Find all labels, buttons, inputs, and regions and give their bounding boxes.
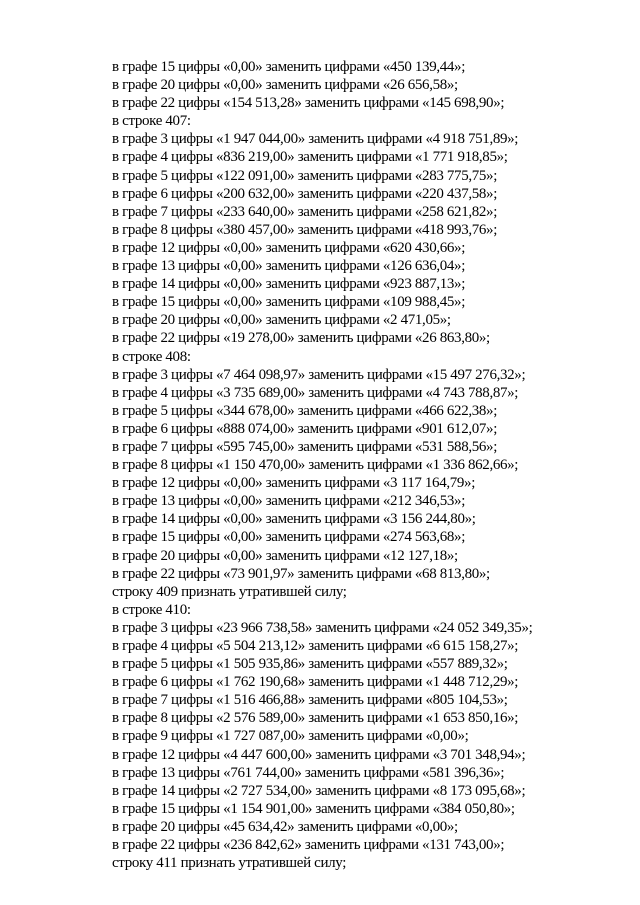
text-line: в графе 9 цифры «1 727 087,00» заменить цифрами «0,00»; [112,728,469,745]
text-line: строку 411 признать утратившей силу; [112,855,347,872]
section-heading-line: в строке 408: [112,348,191,365]
text-line: в графе 20 цифры «0,00» заменить цифрами «12 127,18»; [112,547,458,564]
text-line: в графе 5 цифры «1 505 935,86» заменить цифрами «557 889,32»; [112,656,508,673]
text-line: в графе 6 цифры «200 632,00» заменить цифрами «220 437,58»; [112,185,498,202]
text-line: в графе 20 цифры «0,00» заменить цифрами «2 471,05»; [112,312,451,329]
text-line: в графе 15 цифры «0,00» заменить цифрами «109 988,45»; [112,294,466,311]
text-line: в графе 12 цифры «0,00» заменить цифрами «620 430,66»; [112,239,466,256]
text-line: в графе 22 цифры «154 513,28» заменить цифрами «145 698,90»; [112,95,505,112]
text-line: в графе 22 цифры «19 278,00» заменить цифрами «26 863,80»; [112,330,490,347]
text-line: в графе 4 цифры «5 504 213,12» заменить цифрами «6 615 158,27»; [112,638,519,654]
text-line: в графе 12 цифры «4 447 600,00» заменить цифрами «3 701 348,94»; [112,746,526,763]
text-line: в графе 3 цифры «23 966 738,58» заменить цифрами «24 052 349,35»; [112,619,533,636]
document-page [112,58,612,872]
text-line: в графе 15 цифры «0,00» заменить цифрами «274 563,68»; [112,529,466,546]
text-line: в графе 20 цифры «45 634,42» заменить цифрами «0,00»; [112,818,458,835]
text-line: в графе 5 цифры «344 678,00» заменить цифрами «466 622,38»; [112,402,498,419]
text-line: строку 409 признать утратившей силу; [112,583,347,600]
text-line: в графе 3 цифры «7 464 098,97» заменить цифрами «15 497 276,32»; [112,366,526,383]
text-line: в графе 8 цифры «380 457,00» заменить цифрами «418 993,76»; [112,221,498,238]
text-line: в графе 4 цифры «836 219,00» заменить цифрами «1 771 918,85»; [112,149,508,166]
text-line: в графе 15 цифры «0,00» заменить цифрами «450 139,44»; [112,59,466,75]
text-line: в графе 13 цифры «761 744,00» заменить цифрами «581 396,36»; [112,764,505,781]
text-line: в графе 12 цифры «0,00» заменить цифрами «3 117 164,79»; [112,475,476,492]
text-line: в графе 20 цифры «0,00» заменить цифрами «26 656,58»; [112,77,458,94]
text-line: в графе 8 цифры «2 576 589,00» заменить цифрами «1 653 850,16»; [112,710,519,727]
text-line: в графе 13 цифры «0,00» заменить цифрами «126 636,04»; [112,258,466,275]
text-line: в графе 15 цифры «1 154 901,00» заменить цифрами «384 050,80»; [112,800,515,817]
text-line: в графе 6 цифры «888 074,00» заменить цифрами «901 612,07»; [112,420,498,437]
text-line: в графе 3 цифры «1 947 044,00» заменить цифрами «4 918 751,89»; [112,131,519,148]
text-line: в графе 7 цифры «595 745,00» заменить цифрами «531 588,56»; [112,438,498,455]
text-line: в графе 6 цифры «1 762 190,68» заменить цифрами «1 448 712,29»; [112,674,519,691]
text-line: в графе 14 цифры «2 727 534,00» заменить цифрами «8 173 095,68»; [112,782,526,799]
text-line: в графе 8 цифры «1 150 470,00» заменить цифрами «1 336 862,66»; [112,457,519,474]
text-line: в графе 7 цифры «1 516 466,88» заменить цифрами «805 104,53»; [112,692,508,709]
section-heading-line: в строке 410: [112,601,191,618]
text-line: в графе 14 цифры «0,00» заменить цифрами «923 887,13»; [112,276,466,293]
text-line: в графе 4 цифры «3 735 689,00» заменить цифрами «4 743 788,87»; [112,384,519,401]
text-line: в графе 5 цифры «122 091,00» заменить цифрами «283 775,75»; [112,167,498,184]
section-heading-line: в строке 407: [112,113,191,130]
text-line: в графе 22 цифры «236 842,62» заменить цифрами «131 743,00»; [112,837,505,854]
text-line: в графе 22 цифры «73 901,97» заменить цифрами «68 813,80»; [112,565,490,582]
text-line: в графе 14 цифры «0,00» заменить цифрами «3 156 244,80»; [112,511,476,528]
text-line: в графе 13 цифры «0,00» заменить цифрами «212 346,53»; [112,493,466,510]
text-line: в графе 7 цифры «233 640,00» заменить цифрами «258 621,82»; [112,203,498,220]
